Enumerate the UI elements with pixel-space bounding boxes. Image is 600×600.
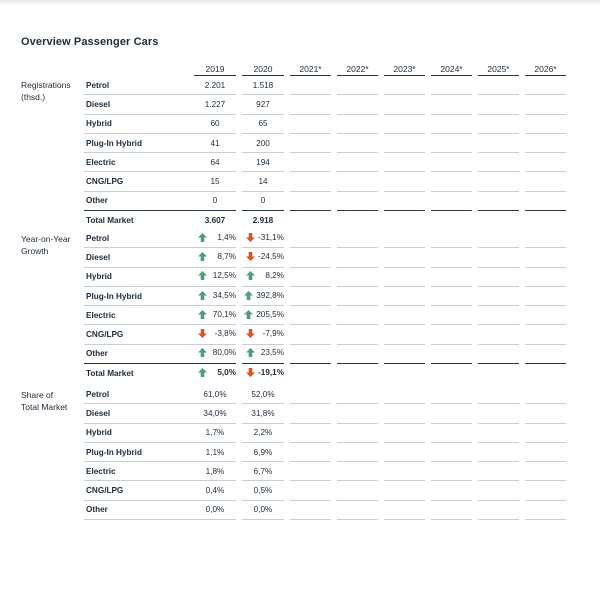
row-label: Plug-In Hybrid [84, 443, 194, 462]
value-cell [431, 268, 472, 287]
value-cell [194, 268, 236, 287]
value-cell [478, 404, 519, 423]
table-row [84, 481, 566, 500]
row-label: Total Market [86, 368, 134, 378]
value-cell [194, 248, 236, 267]
row-label: Hybrid [84, 268, 194, 287]
value-cell [431, 424, 472, 443]
value-cell [431, 115, 472, 134]
value-cell [290, 325, 331, 344]
table-row [84, 364, 566, 382]
value-cell [478, 306, 519, 325]
value-cell [290, 424, 331, 443]
growth-value: 205,5% [256, 309, 284, 319]
row-label: Plug-In Hybrid [84, 287, 194, 306]
value-cell [525, 192, 566, 211]
growth-value: 392,8% [256, 290, 284, 300]
value-cell [478, 172, 519, 191]
value-cell [242, 345, 284, 364]
value-cell: 1,8% [194, 462, 236, 481]
year-header: 2021* [290, 60, 331, 76]
value-cell [478, 385, 519, 404]
growth-value: 12,5% [212, 271, 236, 281]
arrow-down-icon [198, 329, 207, 338]
row-label: CNG/LPG [84, 325, 194, 344]
table-row [84, 345, 566, 364]
row-label: Electric [84, 306, 194, 325]
value-cell: 3.607 [204, 215, 226, 225]
value-cell [525, 153, 566, 172]
value-cell: 52,0% [242, 385, 284, 404]
value-cell [431, 364, 472, 382]
arrow-up-icon [198, 291, 207, 300]
table-row [84, 404, 566, 423]
value-cell [384, 481, 425, 500]
value-cell [290, 95, 331, 114]
growth-value: -7,9% [262, 329, 284, 339]
year-header: 2022* [337, 60, 378, 76]
value-cell [337, 172, 378, 191]
value-cell: 61,0% [194, 385, 236, 404]
growth-value: 34,5% [212, 290, 236, 300]
value-cell [337, 268, 378, 287]
value-cell [242, 248, 284, 267]
table-row [84, 306, 566, 325]
value-cell [337, 115, 378, 134]
value-cell [431, 172, 472, 191]
value-cell [431, 95, 472, 114]
table-row [84, 115, 566, 134]
value-cell: 6,9% [242, 443, 284, 462]
table-row [84, 287, 566, 306]
growth-value: 8,7% [217, 251, 236, 261]
value-cell [525, 325, 566, 344]
arrow-up-icon [198, 233, 207, 242]
value-cell [525, 211, 566, 229]
value-cell [337, 501, 378, 520]
value-cell [242, 306, 284, 325]
arrow-up-icon [198, 368, 207, 377]
value-cell [431, 501, 472, 520]
table-row [84, 76, 566, 95]
section-label-growth [21, 233, 83, 257]
value-cell [478, 501, 519, 520]
value-cell: 60 [194, 115, 236, 134]
section-label-text: Share of Total Market [21, 390, 68, 412]
value-cell [337, 287, 378, 306]
value-cell: 0,4% [194, 481, 236, 500]
row-label: Petrol [84, 385, 194, 404]
value-cell [478, 115, 519, 134]
value-cell: 927 [242, 95, 284, 114]
registrations-table [84, 60, 566, 229]
value-cell [384, 95, 425, 114]
value-cell [431, 287, 472, 306]
value-cell [194, 229, 236, 248]
value-cell: 6,7% [242, 462, 284, 481]
arrow-down-icon [246, 233, 255, 242]
value-cell [337, 481, 378, 500]
value-cell [384, 501, 425, 520]
value-cell: 2.918 [252, 215, 274, 225]
table-row [84, 385, 566, 404]
value-cell [290, 462, 331, 481]
growth-value: 70,1% [212, 309, 236, 319]
value-cell: 0,0% [194, 501, 236, 520]
table-row [84, 153, 566, 172]
value-cell [431, 192, 472, 211]
arrow-down-icon [246, 252, 255, 261]
value-cell [525, 443, 566, 462]
table-row [84, 248, 566, 267]
row-label: Diesel [84, 404, 194, 423]
row-label: CNG/LPG [84, 481, 194, 500]
value-cell [431, 385, 472, 404]
value-cell [478, 424, 519, 443]
value-cell: 0 [194, 192, 236, 211]
value-cell [242, 364, 284, 382]
value-cell [290, 481, 331, 500]
value-cell [337, 345, 378, 364]
value-cell [525, 364, 566, 382]
row-label: Electric [84, 153, 194, 172]
value-cell [431, 153, 472, 172]
value-cell: 2,2% [242, 424, 284, 443]
value-cell [384, 248, 425, 267]
growth-table [84, 229, 566, 382]
row-label: Diesel [84, 248, 194, 267]
value-cell: 194 [242, 153, 284, 172]
value-cell [478, 95, 519, 114]
table-row [84, 268, 566, 287]
value-cell [431, 345, 472, 364]
value-cell [337, 404, 378, 423]
value-cell [431, 229, 472, 248]
value-cell [337, 424, 378, 443]
share-table [84, 385, 566, 520]
arrow-up-icon [198, 271, 207, 280]
value-cell [290, 404, 331, 423]
growth-value: -19,1% [258, 367, 284, 377]
year-header: 2024* [431, 60, 472, 76]
table-row [84, 229, 566, 248]
year-header: 2026* [525, 60, 566, 76]
value-cell [337, 385, 378, 404]
value-cell [337, 325, 378, 344]
value-cell [525, 287, 566, 306]
value-cell [337, 153, 378, 172]
value-cell [478, 443, 519, 462]
value-cell: 34,0% [194, 404, 236, 423]
value-cell [431, 443, 472, 462]
section-label-share [21, 389, 83, 413]
value-cell [242, 325, 284, 344]
value-cell [525, 345, 566, 364]
arrow-up-icon [198, 310, 207, 319]
table-row [84, 443, 566, 462]
value-cell [337, 211, 378, 229]
value-cell [337, 443, 378, 462]
value-cell: 200 [242, 134, 284, 153]
value-cell [290, 211, 331, 229]
value-cell [242, 287, 284, 306]
value-cell: 31,8% [242, 404, 284, 423]
year-header: 2019 [194, 60, 236, 76]
value-cell [478, 462, 519, 481]
value-cell [525, 115, 566, 134]
value-cell [290, 443, 331, 462]
value-cell [431, 462, 472, 481]
value-cell [431, 76, 472, 95]
row-label: Hybrid [84, 424, 194, 443]
value-cell [337, 364, 378, 382]
row-label: Hybrid [84, 115, 194, 134]
arrow-up-icon [198, 348, 207, 357]
value-cell [525, 462, 566, 481]
year-header: 2023* [384, 60, 425, 76]
table-row [84, 172, 566, 191]
value-cell [478, 248, 519, 267]
value-cell [337, 462, 378, 481]
value-cell [194, 325, 236, 344]
value-cell [384, 153, 425, 172]
growth-value: -31,1% [258, 232, 284, 242]
value-cell [290, 501, 331, 520]
value-cell [525, 501, 566, 520]
table-row [84, 192, 566, 211]
value-cell: 0,0% [242, 501, 284, 520]
growth-value: 1,4% [217, 232, 236, 242]
value-cell [384, 76, 425, 95]
value-cell [431, 134, 472, 153]
table-row [84, 462, 566, 481]
value-cell [290, 248, 331, 267]
value-cell [337, 134, 378, 153]
value-cell [194, 364, 236, 382]
value-cell [478, 481, 519, 500]
value-cell [478, 153, 519, 172]
value-cell [290, 306, 331, 325]
value-cell [384, 134, 425, 153]
value-cell [384, 192, 425, 211]
value-cell [337, 192, 378, 211]
growth-value: 23,5% [260, 348, 284, 358]
value-cell [384, 287, 425, 306]
value-cell [525, 385, 566, 404]
value-cell [478, 134, 519, 153]
table-row [84, 134, 566, 153]
value-cell [525, 248, 566, 267]
value-cell: 2.201 [194, 76, 236, 95]
value-cell [290, 76, 331, 95]
row-label: Other [84, 345, 194, 364]
value-cell [290, 153, 331, 172]
value-cell: 1,7% [194, 424, 236, 443]
row-label: Electric [84, 462, 194, 481]
value-cell [290, 364, 331, 382]
value-cell: 41 [194, 134, 236, 153]
arrow-up-icon [246, 271, 255, 280]
value-cell [478, 76, 519, 95]
value-cell [525, 76, 566, 95]
value-cell: 1.227 [194, 95, 236, 114]
value-cell [290, 287, 331, 306]
value-cell [242, 268, 284, 287]
value-cell [525, 404, 566, 423]
value-cell [384, 443, 425, 462]
value-cell: 1.518 [242, 76, 284, 95]
value-cell [525, 424, 566, 443]
growth-value: 8,2% [265, 271, 284, 281]
value-cell [384, 115, 425, 134]
value-cell: 15 [194, 172, 236, 191]
value-cell: 64 [194, 153, 236, 172]
value-cell [384, 462, 425, 481]
value-cell [384, 325, 425, 344]
value-cell: 65 [242, 115, 284, 134]
growth-value: -24,5% [258, 251, 284, 261]
value-cell [478, 211, 519, 229]
value-cell [337, 229, 378, 248]
value-cell [478, 268, 519, 287]
arrow-up-icon [246, 348, 255, 357]
row-label: Other [84, 501, 194, 520]
row-label: Diesel [84, 95, 194, 114]
value-cell [242, 229, 284, 248]
value-cell [194, 287, 236, 306]
value-cell [337, 248, 378, 267]
value-cell [384, 229, 425, 248]
value-cell [384, 306, 425, 325]
top-shadow-bar [0, 0, 600, 6]
table-row [84, 325, 566, 344]
value-cell [478, 229, 519, 248]
section-label-text: Registrations (thsd.) [21, 80, 71, 102]
value-cell [431, 248, 472, 267]
value-cell [431, 481, 472, 500]
row-label: Petrol [84, 229, 194, 248]
table-row [84, 501, 566, 520]
year-header: 2020 [242, 60, 284, 76]
value-cell [194, 306, 236, 325]
value-cell [384, 404, 425, 423]
value-cell [384, 211, 425, 229]
value-cell [290, 229, 331, 248]
section-label-registrations [21, 79, 83, 103]
value-cell [194, 345, 236, 364]
value-cell [384, 345, 425, 364]
value-cell [525, 95, 566, 114]
value-cell [290, 134, 331, 153]
section-label-text: Year-on-Year Growth [21, 234, 71, 256]
value-cell [431, 211, 472, 229]
value-cell [525, 306, 566, 325]
value-cell [525, 481, 566, 500]
page-title: Overview Passenger Cars [21, 36, 159, 48]
arrow-up-icon [198, 252, 207, 261]
year-header: 2025* [478, 60, 519, 76]
value-cell [290, 115, 331, 134]
row-label: Total Market [86, 215, 134, 225]
value-cell [384, 385, 425, 404]
value-cell [478, 325, 519, 344]
row-label: CNG/LPG [84, 172, 194, 191]
value-cell: 0 [242, 192, 284, 211]
value-cell [431, 404, 472, 423]
table-row [84, 95, 566, 114]
value-cell [525, 268, 566, 287]
row-label: Petrol [84, 76, 194, 95]
arrow-down-icon [246, 329, 255, 338]
arrow-up-icon [244, 310, 253, 319]
value-cell: 1,1% [194, 443, 236, 462]
value-cell [337, 76, 378, 95]
value-cell [337, 306, 378, 325]
row-label: Other [84, 192, 194, 211]
arrow-down-icon [246, 368, 255, 377]
value-cell [337, 95, 378, 114]
growth-value: 80,0% [212, 348, 236, 358]
value-cell [525, 229, 566, 248]
value-cell [290, 172, 331, 191]
value-cell [478, 345, 519, 364]
row-label: Plug-In Hybrid [84, 134, 194, 153]
header-blank [84, 60, 194, 76]
value-cell [525, 172, 566, 191]
table-row [84, 424, 566, 443]
value-cell [384, 268, 425, 287]
value-cell [384, 172, 425, 191]
arrow-up-icon [244, 291, 253, 300]
value-cell [290, 385, 331, 404]
value-cell [384, 364, 425, 382]
value-cell [478, 364, 519, 382]
value-cell [384, 424, 425, 443]
value-cell [478, 192, 519, 211]
value-cell [478, 287, 519, 306]
value-cell [431, 325, 472, 344]
value-cell [431, 306, 472, 325]
growth-value: 5,0% [217, 367, 236, 377]
value-cell [525, 134, 566, 153]
value-cell: 0,5% [242, 481, 284, 500]
value-cell: 14 [242, 172, 284, 191]
value-cell [290, 268, 331, 287]
growth-value: -3,8% [214, 329, 236, 339]
table-row [84, 211, 566, 229]
value-cell [290, 345, 331, 364]
value-cell [290, 192, 331, 211]
